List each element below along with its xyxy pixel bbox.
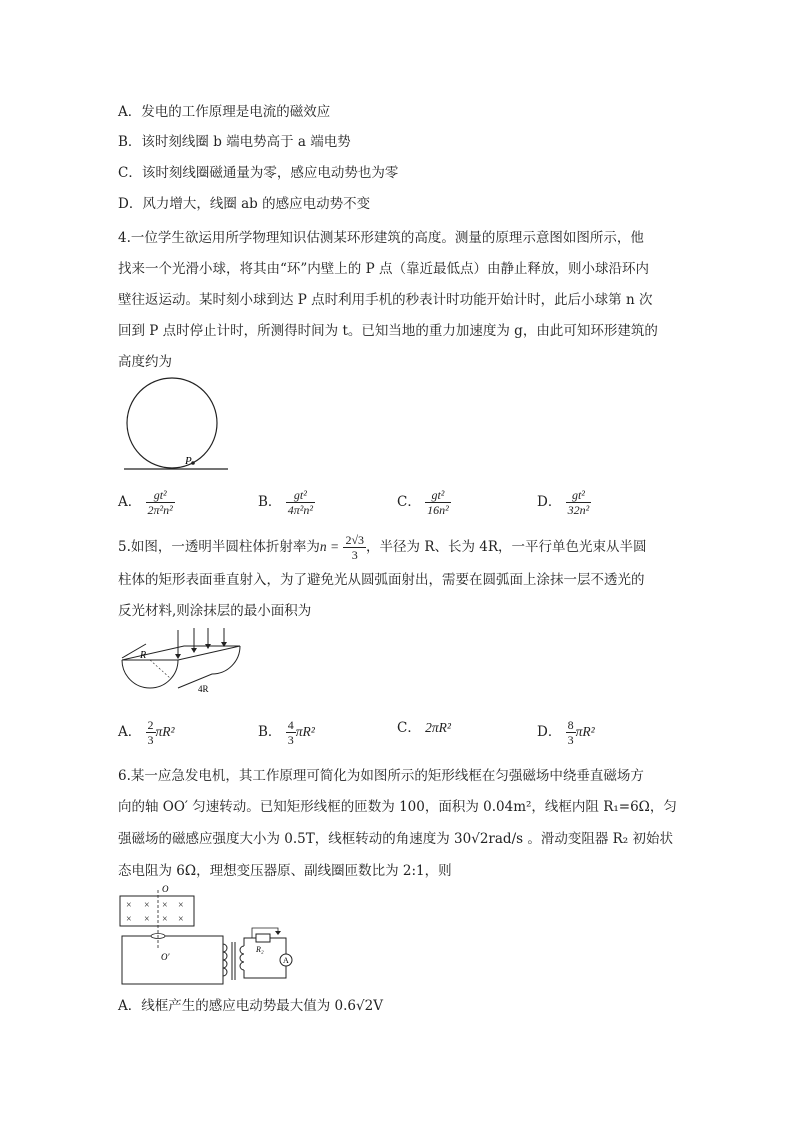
svg-text:×: × <box>144 914 150 925</box>
axis-o-label: O <box>162 884 169 894</box>
q4-option-b: B． $\frac{\text{gt²}}{\text{4π²n²}}$ <box>258 488 313 517</box>
q5-text-line-1: 5.如图，一透明半圆柱体折射率为n = $\frac{2√3}{3}$ ，半径为 R、长为 4R，一平行单色光束从半圆 <box>118 533 647 562</box>
q4-text-line-3: 壁往返运动。某时刻小球到达 P 点时利用手机的秒表计时功能开始计时，此后小球第 n 次 <box>118 292 653 308</box>
axis-o-prime-label: O′ <box>161 952 170 962</box>
q5-option-d: D． $\frac{8}{3}$ πR² <box>537 718 595 747</box>
q5-half-cylinder-figure <box>118 626 248 706</box>
ammeter-label: A <box>283 956 289 965</box>
svg-text:×: × <box>162 914 168 925</box>
svg-text:×: × <box>178 914 184 925</box>
q3-option-a: A．发电的工作原理是电流的磁效应 <box>118 104 331 120</box>
q3-option-b: B．该时刻线圈 b 端电势高于 a 端电势 <box>118 134 351 150</box>
q4-text-line-4: 回到 P 点时停止计时，所测得时间为 t。已知当地的重力加速度为 g，由此可知环形建筑的 <box>118 323 658 339</box>
q6-option-a: A．线框产生的感应电动势最大值为 0.6√2V <box>118 998 383 1014</box>
svg-text:×: × <box>126 914 132 925</box>
q4-point-p-label: P <box>185 455 192 467</box>
q4-ring-figure <box>122 378 232 478</box>
q6-text-line-3: 强磁场的磁感应强度大小为 0.5T，线框转动的角速度为 30√2rad/s 。滑动变阻器 R₂ 初始状 <box>118 831 673 847</box>
q4-option-d: D． $\frac{\text{gt²}}{\text{32n²}}$ <box>537 488 590 517</box>
q5-radius-label: R <box>140 650 147 661</box>
q4-option-a: A． $\frac{\text{gt²}}{\text{2π²n²}}$ <box>118 488 173 517</box>
svg-text:×: × <box>126 900 132 911</box>
q5-text-line-2: 柱体的矩形表面垂直射入，为了避免光从圆弧面射出，需要在圆弧面上涂抹一层不透光的 <box>118 572 645 588</box>
q4-text-line-2: 找来一个光滑小球，将其由“环”内壁上的 P 点（靠近最低点）由静止释放，则小球沿环内 <box>118 261 649 277</box>
q6-text-line-4: 态电阻为 6Ω，理想变压器原、副线圈匝数比为 2:1，则 <box>118 863 452 879</box>
q5-length-label: 4R <box>198 684 209 694</box>
q6-text-line-2: 向的轴 OO′ 匀速转动。已知矩形线框的匝数为 100，面积为 0.04m²，线框内阻 R₁=6Ω，匀 <box>118 799 677 815</box>
svg-text:×: × <box>144 900 150 911</box>
q6-generator-circuit-figure <box>118 884 298 999</box>
rheostat-r2-label: R₂ <box>256 945 264 954</box>
q5-text-line-3: 反光材料,则涂抹层的最小面积为 <box>118 603 312 619</box>
q3-option-c: C．该时刻线圈磁通量为零，感应电动势也为零 <box>118 165 399 181</box>
svg-text:×: × <box>162 900 168 911</box>
q5-option-b: B． $\frac{4}{3}$ πR² <box>258 718 315 747</box>
q4-text-line-1: 4.一位学生欲运用所学物理知识估测某环形建筑的高度。测量的原理示意图如图所示，他 <box>118 230 644 246</box>
q4-text-line-5: 高度约为 <box>118 354 172 370</box>
q5-option-a: A． $\frac{2}{3}$ πR² <box>118 718 175 747</box>
q3-option-d: D．风力增大，线圈 ab 的感应电动势不变 <box>118 196 371 212</box>
magnetic-field-symbols <box>126 900 184 925</box>
q6-text-line-1: 6.某一应急发电机，其工作原理可简化为如图所示的矩形线框在匀强磁场中绕垂直磁场方 <box>118 768 644 784</box>
q5-option-c: C． 2πR² <box>397 720 451 736</box>
svg-text:×: × <box>178 900 184 911</box>
q4-option-c: C． $\frac{\text{gt²}}{\text{16n²}}$ <box>397 488 449 517</box>
